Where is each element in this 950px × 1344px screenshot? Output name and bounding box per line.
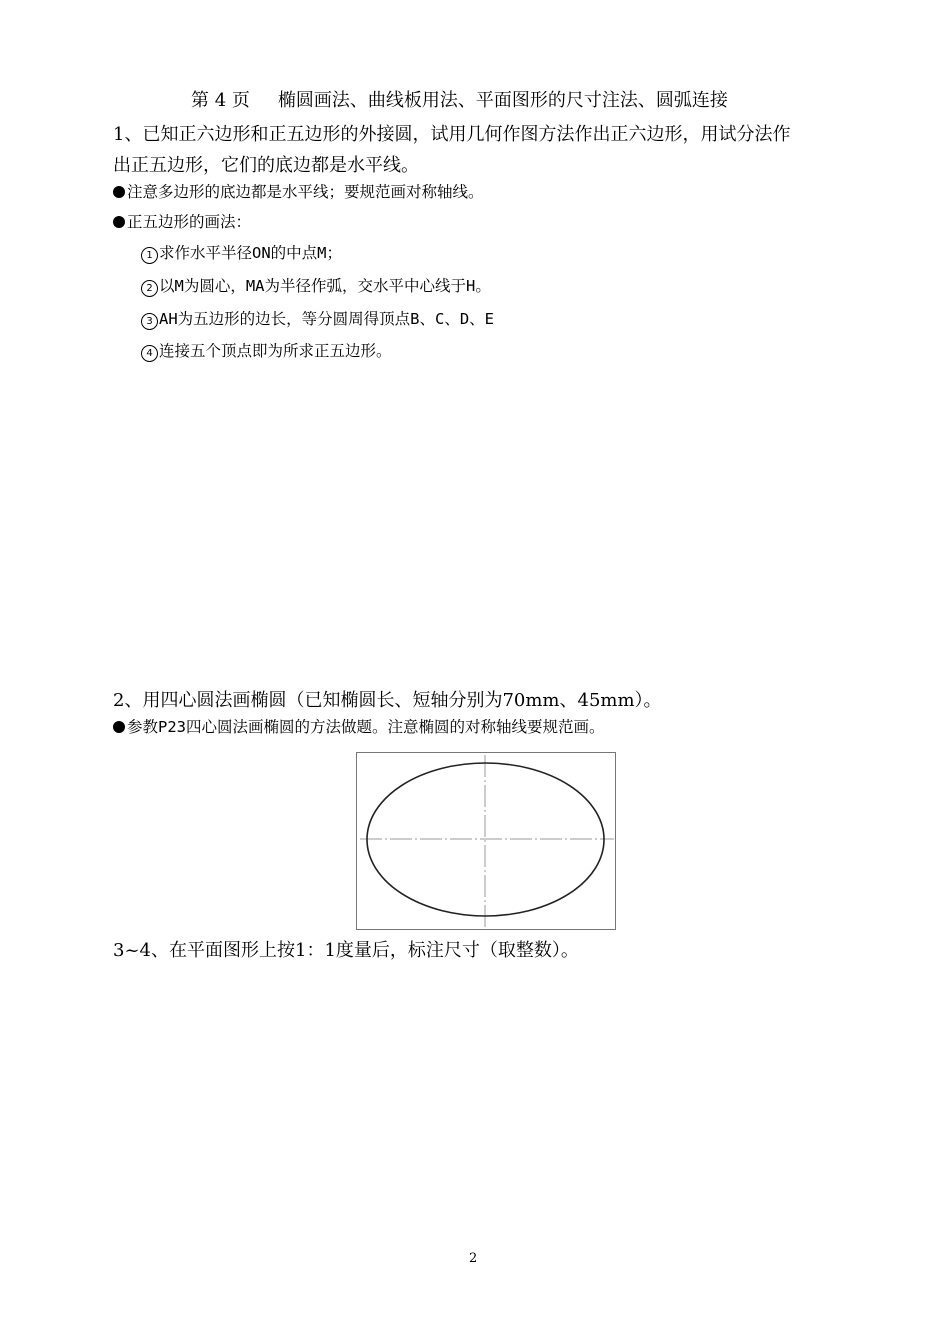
page-label: 第 4 页 — [191, 90, 250, 111]
bullet-icon — [113, 721, 125, 733]
step-1 — [141, 244, 342, 264]
circled-number-4-icon: 4 — [141, 345, 158, 362]
circled-number-2-icon: 2 — [141, 280, 158, 297]
page-number: 2 — [469, 1251, 478, 1266]
step-text: 以M为圆心，MA为半径作弧，交水平中心线于H。 — [159, 277, 491, 295]
question-1-line-1: 1、已知正六边形和正五边形的外接圆，试用几何作图方法作出正六边形，用试分法作 — [113, 124, 791, 145]
question-2-note — [113, 718, 605, 737]
question-1-line-2: 出正五边形，它们的底边都是水平线。 — [113, 155, 419, 176]
page-topics: 椭圆画法、曲线板用法、平面图形的尺寸注法、圆弧连接 — [277, 90, 728, 111]
bullet-icon — [113, 216, 125, 228]
page-title — [191, 90, 728, 112]
note-text: 参教P23四心圆法画椭圆的方法做题。注意椭圆的对称轴线要规范画。 — [127, 718, 605, 736]
step-text: 求作水平半径ON的中点M； — [159, 244, 342, 262]
bullet-icon — [113, 186, 125, 198]
note-text: 正五边形的画法： — [127, 213, 252, 231]
question-1-note-1 — [113, 183, 484, 202]
question-1-note-2 — [113, 213, 251, 232]
circled-number-3-icon: 3 — [141, 313, 158, 330]
step-text: AH为五边形的边长，等分圆周得顶点B、C、D、E — [159, 310, 494, 328]
question-3-4-line-1: 3~4、在平面图形上按1：1度量后，标注尺寸（取整数）。 — [113, 940, 579, 961]
step-2 — [141, 277, 491, 297]
step-3 — [141, 310, 494, 330]
note-text: 注意多边形的底边都是水平线；要规范画对称轴线。 — [127, 183, 484, 201]
circled-number-1-icon: 1 — [141, 247, 158, 264]
question-2-line-1: 2、用四心圆法画椭圆（已知椭圆长、短轴分别为70mm、45mm）。 — [113, 690, 662, 711]
ellipse-figure — [356, 752, 616, 930]
step-4 — [141, 342, 392, 362]
step-text: 连接五个顶点即为所求正五边形。 — [159, 342, 392, 360]
figure-frame — [357, 753, 616, 930]
